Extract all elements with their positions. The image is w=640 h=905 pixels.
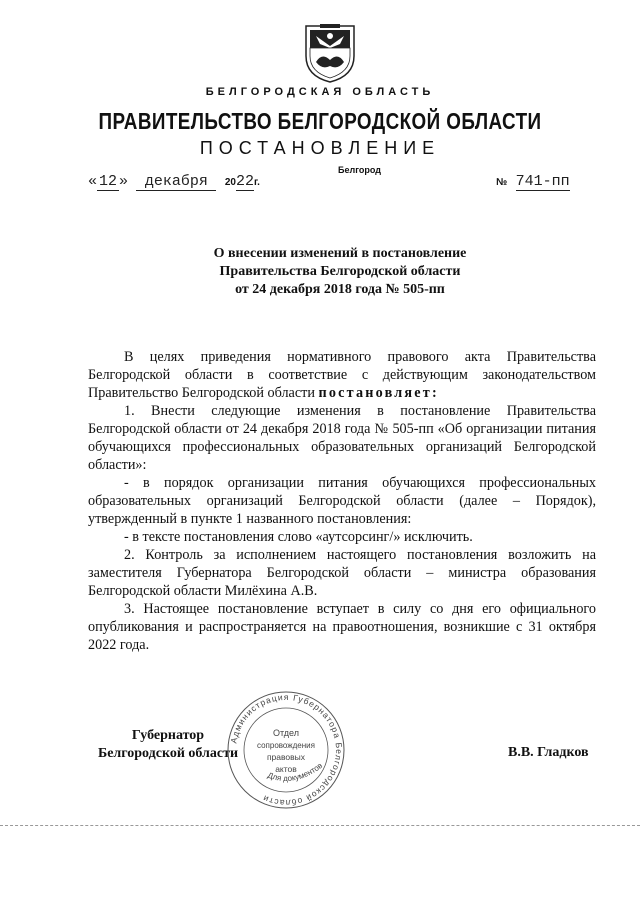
- item-2: 2. Контроль за исполнением настоящего постановления возложить на заместителя Губернатора Белгородской области – министра образования Белгородской области Милёхина А.В.: [88, 547, 596, 599]
- intro-paragraph: [88, 348, 596, 402]
- svg-text:сопровождения: сопровождения: [257, 741, 315, 750]
- position-line-2: Белгородской области: [97, 746, 239, 761]
- svg-text:Для документов: Для документов: [266, 760, 325, 784]
- svg-text:Отдел: Отдел: [272, 728, 300, 738]
- number-label: №: [496, 177, 508, 188]
- item-1-sub-1: - в порядок организации питания обучающихся профессиональных образовательных организаций Белгородской области (далее – Порядок), утвержденный в пункте 1 названного постановления:: [88, 475, 596, 527]
- date-day: 12: [99, 173, 118, 190]
- region-name: БЕЛГОРОДСКАЯ ОБЛАСТЬ: [205, 86, 435, 98]
- document-type: ПОСТАНОВЛЕНИЕ: [199, 138, 441, 158]
- position-line-1: Губернатор: [131, 728, 205, 743]
- page-bottom-divider: [0, 825, 640, 826]
- open-quote: «: [88, 173, 98, 190]
- svg-text:актов: актов: [275, 764, 297, 774]
- close-quote: »: [119, 173, 129, 190]
- coat-of-arms-icon: [302, 22, 358, 84]
- document-number: 741-пп: [515, 173, 570, 190]
- title-line-3: от 24 декабря 2018 года № 505-пп: [235, 282, 445, 297]
- svg-text:Администрация Губернатора Белг: Администрация Губернатора Белгородской области: [228, 691, 345, 809]
- document-body: [88, 348, 596, 654]
- item-1: 1. Внести следующие изменения в постановление Правительства Белгородской области от 24 декабря 2018 года № 505-пп «Об организации питания обучающихся профессиональных образовательных организаций Белгородской области»:: [88, 403, 596, 473]
- title-line-2: Правительства Белгородской области: [219, 264, 461, 279]
- city-name: Белгород: [338, 165, 381, 175]
- date-year: 22: [235, 173, 254, 190]
- government-name: ПРАВИТЕЛЬСТВО БЕЛГОРОДСКОЙ ОБЛАСТИ: [98, 108, 542, 134]
- document-number-field: [496, 173, 570, 191]
- year-suffix-label: г.: [253, 177, 260, 188]
- resolves-word: постановляет:: [318, 385, 439, 401]
- document-title: [0, 245, 640, 299]
- signatory-name: В.В. Гладков: [508, 745, 589, 760]
- item-3: 3. Настоящее постановление вступает в силу со дня его официального опубликования и распространяется на правоотношения, возникшие с 31 октября 2022 года.: [88, 601, 596, 653]
- intro-text: В целях приведения нормативного правового акта Правительства Белгородской области в соответствие с действующим законодательством Правительство Белгородской области: [88, 349, 596, 401]
- title-line-1: О внесении изменений в постановление: [213, 246, 467, 261]
- official-stamp: [224, 688, 348, 812]
- date-field: [88, 173, 260, 191]
- year-prefix: 20: [224, 177, 236, 188]
- svg-text:правовых: правовых: [266, 752, 306, 762]
- date-month: декабря: [136, 173, 216, 191]
- item-1-sub-2: - в тексте постановления слово «аутсорсинг/» исключить.: [124, 529, 473, 545]
